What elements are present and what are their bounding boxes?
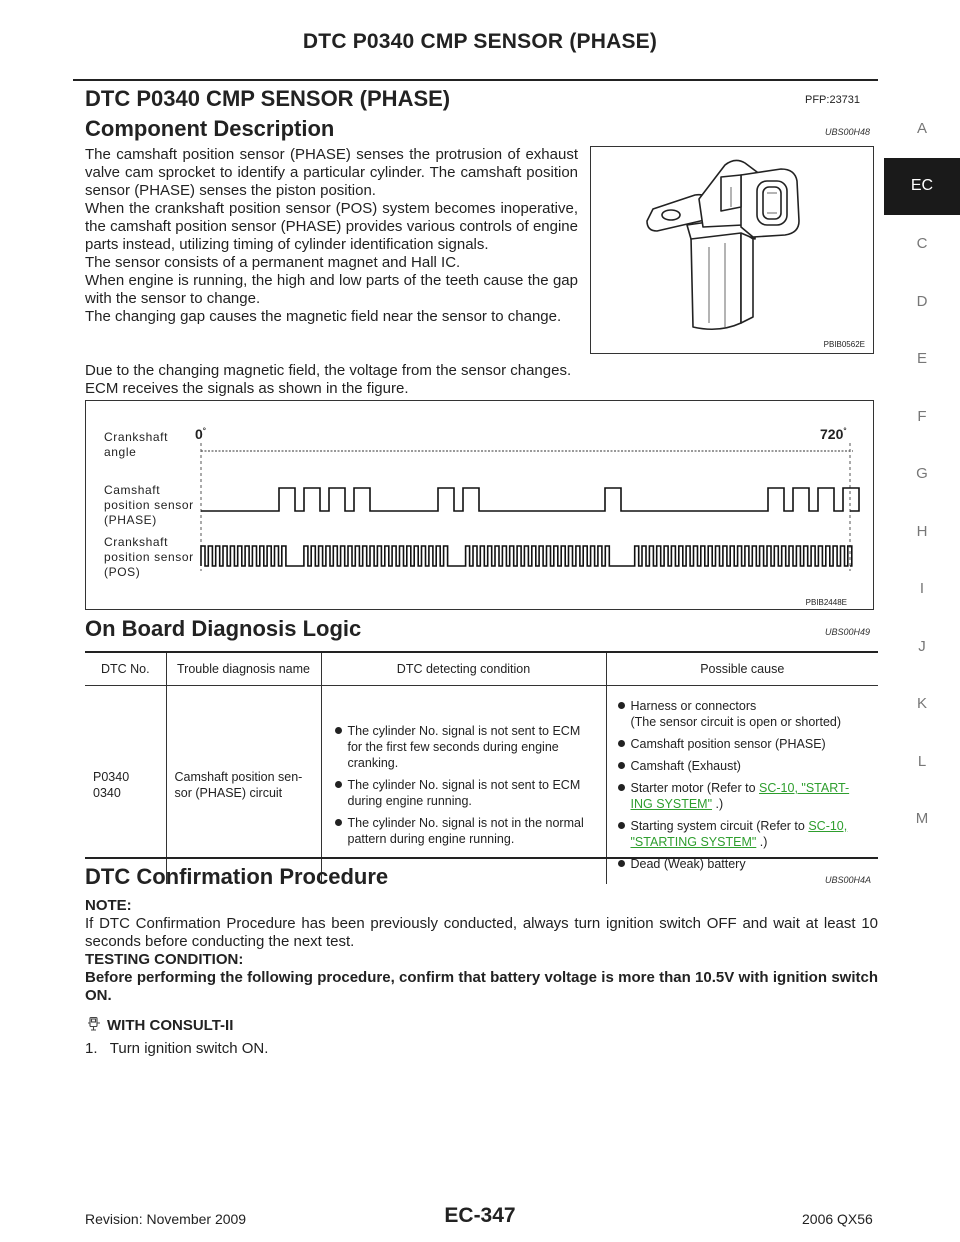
testing-text: Before performing the following procedure, confirm that battery voltage is more than 10.5V with ignition switch ON.: [85, 969, 878, 1004]
header-detecting-condition: DTC detecting condition: [321, 653, 606, 686]
link-starting-system[interactable]: SC-10, "START-: [759, 781, 850, 795]
confirmation-code: UBS00H4A: [825, 875, 872, 885]
with-consult-line: WITH CONSULT-II: [85, 1016, 233, 1034]
confirmation-heading: DTC Confirmation Procedure: [85, 864, 389, 889]
trouble-name-cell: Camshaft position sen- sor (PHASE) circuit: [166, 686, 321, 885]
component-description-code: UBS00H48: [825, 127, 871, 137]
table-bottom-rule: [85, 857, 878, 859]
paragraph: Due to the changing magnetic field, the voltage from the sensor changes.: [85, 362, 572, 379]
bullet-icon: [618, 860, 625, 867]
tab-j[interactable]: J: [918, 637, 926, 655]
header-dtc-no: DTC No.: [85, 653, 166, 686]
condition-cell: [321, 686, 606, 885]
phase-signal-wave: [201, 488, 859, 511]
paragraph: When engine is running, the high and low parts of the teeth cause the gap with the sensor to change.: [85, 272, 578, 307]
tab-g[interactable]: G: [916, 465, 928, 483]
paragraph: ECM receives the signals as shown in the figure.: [85, 380, 409, 397]
tab-f[interactable]: F: [917, 407, 927, 425]
waveform-plot: [86, 401, 873, 609]
bullet-icon: [618, 784, 625, 791]
sensor-figure: [590, 146, 874, 354]
link-starting-system-2[interactable]: "STARTING SYSTEM": [630, 835, 757, 849]
tab-ec[interactable]: EC: [884, 158, 960, 216]
tab-i[interactable]: I: [919, 580, 925, 598]
bullet-icon: [335, 781, 342, 788]
running-header-title: DTC P0340 CMP SENSOR (PHASE): [302, 30, 658, 53]
bullet-icon: [618, 702, 625, 709]
paragraph: The sensor consists of a permanent magnet and Hall IC.: [85, 254, 461, 271]
tab-c[interactable]: C: [916, 235, 928, 253]
cause-cell: [606, 686, 878, 885]
step-1: 1. Turn ignition switch ON.: [85, 1040, 269, 1057]
component-description-heading: Component Description: [85, 116, 335, 141]
obd-heading: On Board Diagnosis Logic: [85, 616, 362, 641]
tab-m[interactable]: M: [915, 810, 929, 828]
list-item: The cylinder No. signal is not sent to ECM during engine running.: [334, 777, 588, 809]
cause-list: [617, 698, 871, 872]
label-crankshaft-angle: Crankshaft angle: [104, 430, 169, 459]
bullet-icon: [335, 727, 342, 734]
obd-table: [85, 653, 878, 884]
footer-model: 2006 QX56: [802, 1211, 873, 1227]
table-row: [85, 686, 878, 885]
component-description-text-full: [85, 362, 645, 398]
waveform-figure-code: PBIB2448E: [805, 598, 847, 607]
confirmation-body: [85, 897, 878, 1005]
header-possible-cause: Possible cause: [606, 653, 878, 686]
list-item: Camshaft (Exhaust): [617, 758, 871, 774]
obd-table-wrap: [85, 653, 878, 884]
camshaft-sensor-illustration: [591, 147, 873, 353]
pfp-code: PFP:23731: [805, 94, 861, 106]
paragraph: When the crankshaft position sensor (POS) system becomes inoperative, the camshaft position sensor (PHASE) provides various controls of engine parts instead, utilizing timing of cylinder identification signals.: [85, 200, 578, 253]
paragraph: The changing gap causes the magnetic field near the sensor to change.: [85, 308, 562, 325]
sensor-figure-code: PBIB0562E: [823, 340, 865, 349]
dtc-number-cell: P0340 0340: [93, 770, 130, 800]
condition-list: [334, 723, 588, 847]
bullet-icon: [618, 822, 625, 829]
note-text: If DTC Confirmation Procedure has been previously conducted, always turn ignition switch OFF and wait at least 10 seconds before conducting the next test.: [85, 915, 878, 950]
list-item: Starter motor (Refer to SC-10, "START- ING SYSTEM" .): [617, 780, 871, 812]
tab-e[interactable]: E: [916, 350, 927, 368]
link-starting-system-cont[interactable]: ING SYSTEM": [630, 797, 713, 811]
header-rule: [73, 79, 878, 81]
list-item: Harness or connectors (The sensor circuit is open or shorted): [617, 698, 871, 730]
table-header-row: [85, 653, 878, 686]
bullet-icon: [335, 819, 342, 826]
angle-start: 0°: [195, 426, 206, 442]
tab-l[interactable]: L: [917, 752, 927, 770]
section-tabs: [884, 100, 960, 848]
link-sc-10[interactable]: SC-10,: [808, 819, 848, 833]
note-label: NOTE:: [85, 897, 132, 914]
label-phase: Camshaft position sensor (PHASE): [104, 483, 194, 527]
tab-k[interactable]: K: [916, 695, 927, 713]
testing-label: TESTING CONDITION:: [85, 951, 244, 968]
tab-h[interactable]: H: [916, 522, 928, 540]
list-item: The cylinder No. signal is not sent to ECM for the first few seconds during engine cranking.: [334, 723, 588, 771]
main-title: DTC P0340 CMP SENSOR (PHASE): [85, 86, 451, 111]
angle-end: 720°: [820, 426, 847, 442]
label-pos: Crankshaft position sensor (POS): [104, 535, 194, 579]
list-item: Starting system circuit (Refer to SC-10, "STARTING SYSTEM" .): [617, 818, 871, 850]
footer-revision: Revision: November 2009: [85, 1211, 247, 1227]
tab-a[interactable]: A: [916, 120, 927, 138]
pos-signal-wave: [201, 546, 852, 566]
component-description-text: [85, 146, 578, 326]
list-item: The cylinder No. signal is not in the normal pattern during engine running.: [334, 815, 588, 847]
consult-tool-icon: [85, 1016, 103, 1034]
bullet-icon: [618, 762, 625, 769]
header-trouble-name: Trouble diagnosis name: [166, 653, 321, 686]
paragraph: The camshaft position sensor (PHASE) senses the protrusion of exhaust valve cam sprocket to identify a particular cylinder. The camshaft position sensor (PHASE) senses the piston position.: [85, 146, 578, 199]
list-item: Camshaft position sensor (PHASE): [617, 736, 871, 752]
waveform-figure: [85, 400, 874, 610]
footer-page-number: EC-347: [444, 1204, 516, 1227]
tab-d[interactable]: D: [916, 292, 928, 310]
obd-code: UBS00H49: [825, 627, 871, 637]
bullet-icon: [618, 740, 625, 747]
list-item: Dead (Weak) battery: [617, 856, 871, 872]
